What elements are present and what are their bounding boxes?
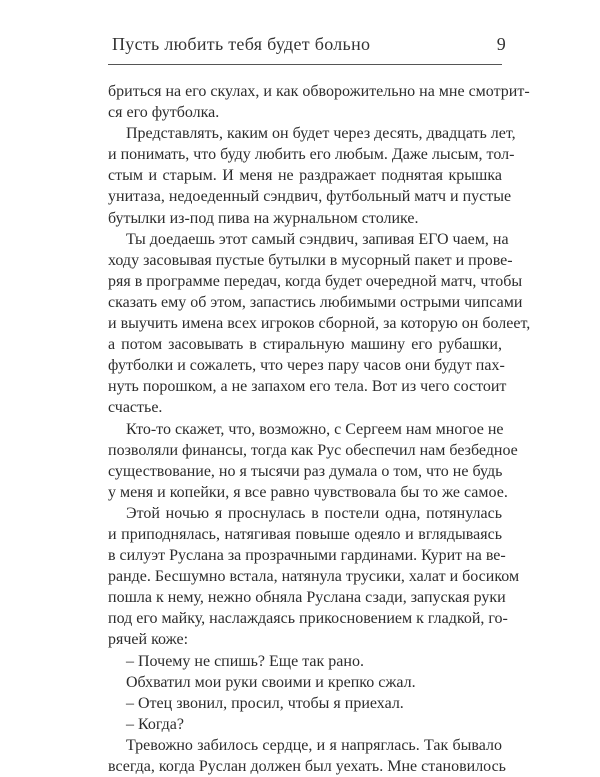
text-line: а потом засовывать в стиральную машину его рубашки, [108, 336, 502, 354]
text-line: в силуэт Руслана за прозрачными гардинами. Курит на ве- [108, 547, 506, 565]
text-line: – Отец звонил, просил, чтобы я приехал. [126, 694, 404, 712]
text-line: бриться на его скулах, и как обворожительно на мне смотрит- [108, 83, 530, 100]
text-line: Представлять, каким он будет через десять, двадцать лет, [126, 125, 516, 143]
text-line: Кто-то скажет, что, возможно, с Сергеем нам многое не [126, 420, 504, 438]
text-line: ранде. Бесшумно встала, натянула трусики, халат и босиком [108, 568, 520, 586]
text-line: рячей коже: [108, 631, 189, 649]
text-line: нуть порошком, а не запахом его тела. Вот из чего состоит [108, 378, 507, 396]
running-title: Пусть любить тебя будет больно [112, 34, 371, 54]
text-line: ходу засовывая пустые бутылки в мусорный пакет и прове- [108, 251, 513, 269]
text-line: – Когда? [126, 715, 184, 733]
text-line: Обхватил мои руки своими и крепко сжал. [126, 673, 416, 691]
text-line: под его майку, наслаждаясь прикосновением к гладкой, го- [108, 610, 508, 628]
text-line: Этой ночью я проснулась в постели одна, потянулась [126, 504, 502, 522]
text-line: и приподнялась, натягивая повыше одеяло и вглядываясь [108, 525, 502, 543]
text-line: существование, но я тысячи раз думала о том, что не будь [108, 462, 503, 480]
text-line: сказать ему об этом, запастись любимыми острыми чипсами [108, 293, 523, 311]
page-number: 9 [496, 34, 506, 54]
text-line: пошла к нему, нежно обняла Руслана сзади, запуская руки [108, 589, 506, 607]
text-line: футболки и сожалеть, что через пару часов они будут пах- [108, 357, 505, 375]
text-line: и понимать, что буду любить его любым. Даже лысым, тол- [108, 146, 515, 164]
text-line: позволяли финансы, тогда как Рус обеспечил нам безбедное [108, 441, 518, 459]
text-line: счастье. [108, 399, 163, 417]
text-line: и выучить имена всех игроков сборной, за которую он болеет, [108, 315, 531, 333]
text-line: ся его футболка. [108, 104, 220, 122]
text-line: стым и старым. И меня не раздражает поднятая крышка [108, 167, 502, 185]
body-text [108, 81, 531, 777]
running-head [112, 34, 506, 62]
text-line: всегда, когда Руслан должен был уехать. Мне становилось [108, 758, 506, 775]
text-line: Тревожно забилось сердце, и я напряглась. Так бывало [126, 736, 502, 754]
text-line: бутылки из-под пива на журнальном столике. [108, 209, 419, 227]
text-line: – Почему не спишь? Еще так рано. [126, 652, 364, 670]
text-line: Ты доедаешь этот самый сэндвич, запивая ЕГО чаем, на [126, 230, 509, 248]
header-rule [108, 64, 502, 65]
text-line: у меня и копейки, я все равно чувствовала бы то же самое. [108, 483, 508, 501]
text-line: ряя в программе передач, когда будет очередной матч, чтобы [108, 272, 523, 290]
text-line: унитаза, недоеденный сэндвич, футбольный матч и пустые [108, 188, 512, 206]
